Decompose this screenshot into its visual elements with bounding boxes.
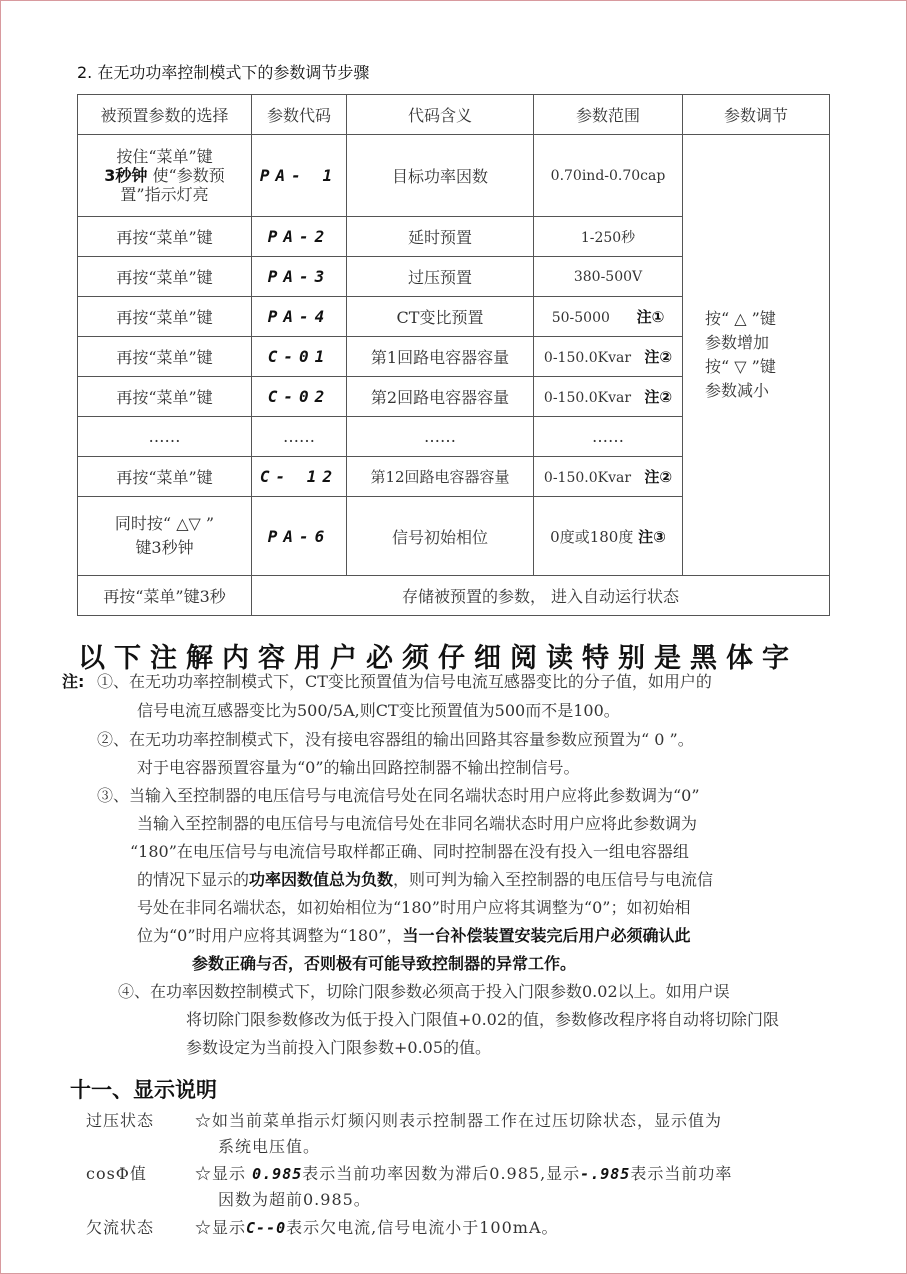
code-cell: C- 12 [252, 457, 347, 497]
code-cell: C-01 [252, 337, 347, 377]
meaning-cell: …… [347, 417, 534, 457]
adjust-cell: 按“ △ ”键 参数增加 按“ ▽ ”键 参数减小 [683, 135, 830, 576]
note-3-line-emphasis: 参数正确与否，否则极有可能导致控制器的异常工作。 [192, 954, 577, 973]
display-item-text: ☆如当前菜单指示灯频闪则表示控制器工作在过压切除状态，显示值为 [195, 1111, 723, 1130]
code-cell: PA- 1 [252, 135, 347, 217]
meaning-cell: 第12回路电容器容量 [347, 457, 534, 497]
select-cell: 再按“菜单”键 [78, 297, 252, 337]
note-3-line: 当输入至控制器的电压信号与电流信号处在非同名端状态时用户应将此参数调为 [137, 814, 698, 833]
select-cell: 再按“菜单”键 [78, 337, 252, 377]
range-cell: 0度或180度 注③ [534, 497, 683, 576]
section-title: 2. 在无功功率控制模式下的参数调节步骤 [77, 63, 370, 82]
range-cell: 0-150.0Kvar 注② [534, 377, 683, 417]
header-cell: 被预置参数的选择 [78, 95, 252, 135]
meaning-cell: 第2回路电容器容量 [347, 377, 534, 417]
display-item-label: cosΦ值 [86, 1164, 147, 1183]
code-cell: PA-3 [252, 257, 347, 297]
code-cell: PA-4 [252, 297, 347, 337]
note-3-line: 的情况下显示的功率因数值总为负数，则可判为输入至控制器的电压信号与电流信 [137, 870, 714, 889]
warning-title: 以下注解内容用户必须仔细阅读特别是黑体字 [78, 643, 798, 674]
table-final-row [78, 576, 830, 616]
select-cell: 同时按“ △▽ ” 键3秒钟 [78, 497, 252, 576]
select-cell: 再按“菜单”键 [78, 217, 252, 257]
range-cell: 380-500V [534, 257, 683, 297]
segment-display-value: 0.985 [252, 1165, 303, 1183]
note-3-line: “180”在电压信号与电流信号取样都正确、同时控制器在没有投入一组电容器组 [130, 842, 689, 861]
meaning-cell: 第1回路电容器容量 [347, 337, 534, 377]
code-cell: PA-2 [252, 217, 347, 257]
display-item-label: 过压状态 [86, 1111, 155, 1130]
parameter-table [77, 94, 830, 616]
note-2-line: ②、在无功功率控制模式下，没有接电容器组的输出回路其容量参数应预置为“ 0 ”。 [97, 730, 694, 749]
note-ref: 注② [644, 348, 673, 366]
note-ref: 注① [636, 308, 665, 326]
table-header-row [78, 95, 830, 135]
note-3-line: 号处在非同名端状态，如初始相位为“180”时用户应将其调整为“0”；如初始相 [137, 898, 691, 917]
meaning-cell: CT变比预置 [347, 297, 534, 337]
action-cell: 存储被预置的参数， 进入自动运行状态 [252, 576, 830, 616]
note-3-line: 位为“0”时用户应将其调整为“180”，当一台补偿装置安装完后用户必须确认此 [137, 926, 691, 945]
note-1-line: 信号电流互感器变比为500/5A,则CT变比预置值为500而不是100。 [137, 701, 620, 720]
note-2-line: 对于电容器预置容量为“0”的输出回路控制器不输出控制信号。 [137, 758, 580, 777]
code-cell: C-02 [252, 377, 347, 417]
display-item-text: ☆显示C--0表示欠电流,信号电流小于100mA。 [195, 1218, 559, 1237]
select-cell: …… [78, 417, 252, 457]
meaning-cell: 过压预置 [347, 257, 534, 297]
range-cell: 0-150.0Kvar 注② [534, 337, 683, 377]
header-cell: 参数代码 [252, 95, 347, 135]
meaning-cell: 目标功率因数 [347, 135, 534, 217]
code-cell: PA-6 [252, 497, 347, 576]
range-cell: 1-250秒 [534, 217, 683, 257]
select-cell: 再按“菜单”键 [78, 457, 252, 497]
note-ref: 注③ [638, 527, 666, 546]
display-item-text: ☆显示 0.985表示当前功率因数为滞后0.985,显示-.985表示当前功率 [195, 1164, 733, 1183]
note-4-line: 将切除门限参数修改为低于投入门限值+0.02的值，参数修改程序将自动将切除门限 [186, 1010, 780, 1029]
note-ref: 注② [644, 468, 673, 486]
emphasis-text: 当一台补偿装置安装完后用户必须确认此 [402, 926, 691, 945]
select-cell: 再按“菜单”键 [78, 257, 252, 297]
select-cell: 再按“菜单”键 [78, 377, 252, 417]
display-item-label: 欠流状态 [86, 1218, 155, 1237]
display-item-text: 系统电压值。 [218, 1137, 321, 1156]
header-cell: 参数调节 [683, 95, 830, 135]
notes-label: 注: [62, 672, 85, 691]
display-item-text: 因数为超前0.985。 [218, 1190, 371, 1209]
meaning-cell: 延时预置 [347, 217, 534, 257]
select-cell: 按住“菜单”键 3秒钟 使“参数预 置”指示灯亮 [78, 135, 252, 217]
header-cell: 参数范围 [534, 95, 683, 135]
meaning-cell: 信号初始相位 [347, 497, 534, 576]
select-cell: 再按“菜单”键3秒 [78, 576, 252, 616]
range-cell: …… [534, 417, 683, 457]
display-section-title: 十一、显示说明 [70, 1078, 217, 1102]
header-cell: 代码含义 [347, 95, 534, 135]
segment-display-value: -.985 [580, 1165, 631, 1183]
range-cell: 50-5000 注① [534, 297, 683, 337]
emphasis-text: 功率因数值总为负数 [249, 870, 394, 889]
range-cell: 0.70ind-0.70cap [534, 135, 683, 217]
note-3-line: ③、当输入至控制器的电压信号与电流信号处在同名端状态时用户应将此参数调为“0” [97, 786, 700, 805]
note-ref: 注② [644, 388, 673, 406]
note-4-line: ④、在功率因数控制模式下，切除门限参数必须高于投入门限参数0.02以上。如用户误 [118, 982, 730, 1001]
code-cell: …… [252, 417, 347, 457]
note-4-line: 参数设定为当前投入门限参数+0.05的值。 [186, 1038, 492, 1057]
note-1-line: ①、在无功功率控制模式下，CT变比预置值为信号电流互感器变比的分子值，如用户的 [97, 672, 712, 691]
segment-display-value: C--0 [246, 1219, 287, 1237]
range-cell: 0-150.0Kvar 注② [534, 457, 683, 497]
table-row [78, 135, 830, 217]
